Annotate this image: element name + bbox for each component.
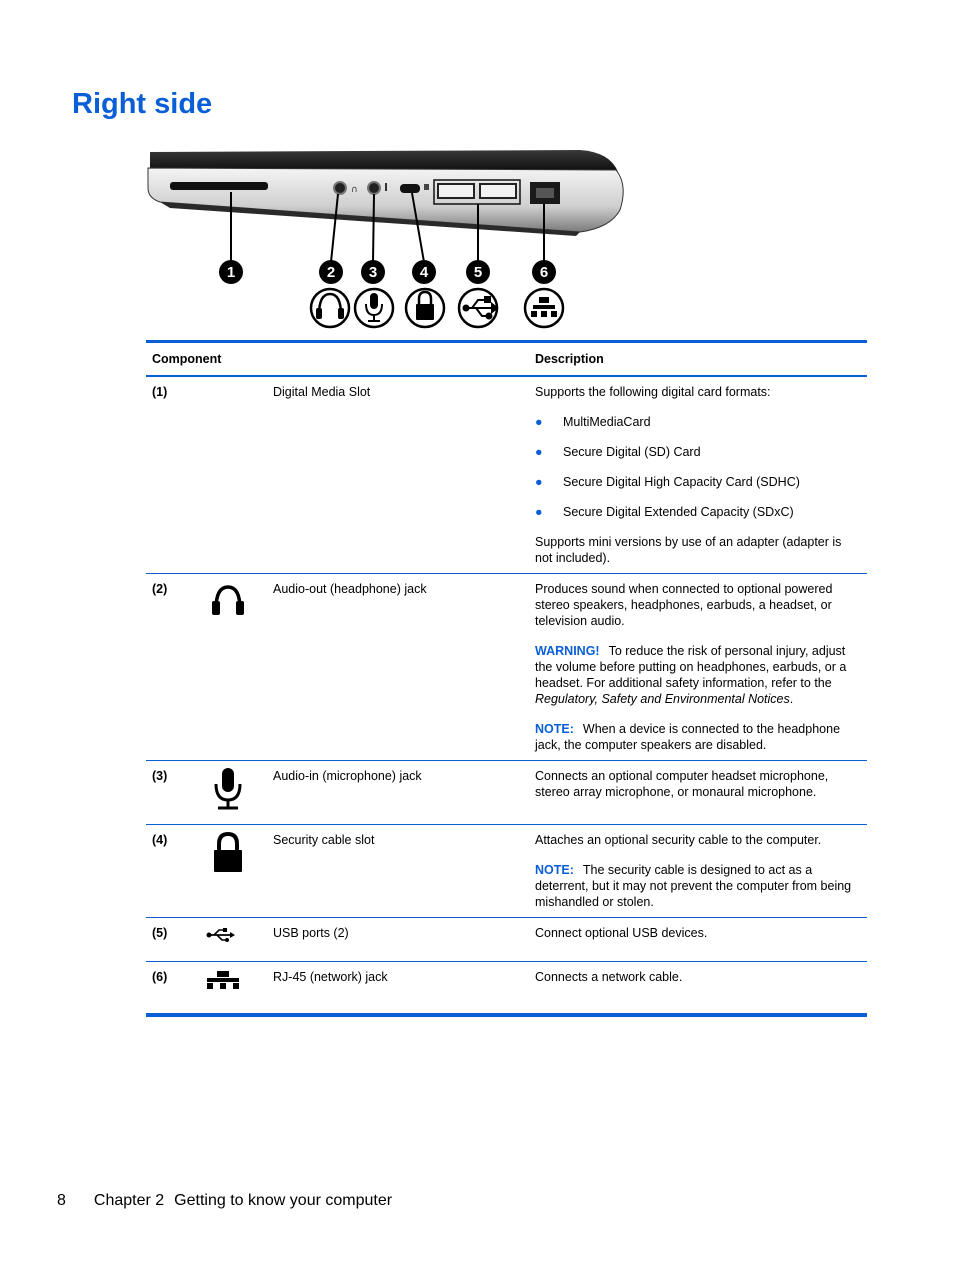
- chapter-label: Chapter 2: [93, 1192, 165, 1209]
- row-icon-cell: [190, 962, 267, 1016]
- headphone-icon: [316, 294, 344, 319]
- row-number: (4): [146, 825, 190, 918]
- row-description: [529, 574, 867, 761]
- chapter-title: Getting to know your computer: [174, 1192, 393, 1209]
- microphone-icon: [208, 768, 248, 810]
- svg-text:3: 3: [368, 264, 378, 281]
- description-text: Connects an optional computer headset microphone, stereo array microphone, or monaural microphone.: [535, 769, 829, 799]
- callout-5: [466, 260, 490, 284]
- page-title: Right side: [72, 88, 213, 120]
- bullet-icon: ●: [535, 445, 543, 459]
- note-label: NOTE:: [535, 722, 574, 736]
- svg-text:1: 1: [226, 264, 236, 281]
- row-component-name: USB ports (2): [267, 918, 529, 962]
- row-component-name: Security cable slot: [267, 825, 529, 918]
- description-text: Attaches an optional security cable to the computer.: [535, 833, 822, 847]
- microphone-icon: [366, 293, 382, 321]
- svg-text:∩: ∩: [351, 185, 358, 195]
- row-component-name: Audio-in (microphone) jack: [267, 761, 529, 825]
- row-icon-cell: [190, 376, 267, 574]
- list-item: ● Secure Digital Extended Capacity (SDxC): [535, 505, 794, 519]
- note-block: NOTE: When a device is connected to the headphone jack, the computer speakers are disabled.: [535, 722, 841, 752]
- svg-text:5: 5: [473, 264, 483, 281]
- header-description: Description: [529, 342, 867, 377]
- row-number: (5): [146, 918, 190, 962]
- row-number: (6): [152, 970, 168, 984]
- warning-label: WARNING!: [535, 644, 600, 658]
- table-header-row: [146, 342, 867, 377]
- network-icon: [206, 971, 240, 989]
- row-description: [529, 376, 867, 574]
- callout-2: [319, 260, 343, 284]
- callout-4: [412, 260, 436, 284]
- svg-text:4: 4: [419, 264, 429, 281]
- row-number: (3): [146, 761, 190, 825]
- list-item: ● Secure Digital (SD) Card: [535, 445, 701, 459]
- table-row: [146, 825, 867, 918]
- row-component-name: Digital Media Slot: [267, 376, 529, 574]
- card-formats-list: [535, 414, 861, 520]
- description-text: Connect optional USB devices.: [535, 926, 708, 940]
- callout-3: [361, 260, 385, 284]
- row-number: (2): [146, 574, 190, 761]
- row-description: [529, 918, 867, 962]
- header-component: Component: [146, 342, 529, 377]
- laptop-right-side-figure: [140, 140, 640, 340]
- usb-icon: [464, 297, 498, 319]
- note-block: NOTE: The security cable is designed to act as a deterrent, but it may not prevent the computer from being mishandled or stolen.: [535, 863, 852, 909]
- callout-6: [532, 260, 556, 284]
- row-description: [529, 962, 867, 1016]
- row-description: [529, 825, 867, 918]
- table-row: [146, 962, 867, 1016]
- headphone-icon: [208, 581, 248, 617]
- row-number: (1): [146, 376, 190, 574]
- page-footer: [57, 1192, 392, 1210]
- row-description: [529, 761, 867, 825]
- svg-text:6: 6: [539, 264, 549, 281]
- lock-icon: [208, 832, 248, 874]
- description-text: Supports mini versions by use of an adapter (adapter is not included).: [535, 535, 842, 565]
- list-item: ● MultiMediaCard: [535, 415, 651, 429]
- table-row: [146, 376, 867, 574]
- description-text: Produces sound when connected to optional powered stereo speakers, headphones, earbuds, a headset, or television audio.: [535, 582, 833, 628]
- description-text: Supports the following digital card formats:: [535, 385, 771, 399]
- component-table: [146, 340, 867, 1017]
- bullet-icon: ●: [535, 415, 543, 429]
- bullet-icon: ●: [535, 505, 543, 519]
- usb-icon: [206, 927, 236, 943]
- row-icon-cell: [190, 761, 267, 825]
- row-icon-cell: [190, 918, 267, 962]
- table-row: [146, 574, 867, 761]
- bullet-icon: ●: [535, 475, 543, 489]
- list-item: ● Secure Digital High Capacity Card (SDHC): [535, 475, 800, 489]
- row-icon-cell: [190, 825, 267, 918]
- table-row: [146, 761, 867, 825]
- row-component-name: Audio-out (headphone) jack: [267, 574, 529, 761]
- lock-icon: [416, 292, 434, 320]
- row-component-name: RJ-45 (network) jack: [273, 970, 388, 984]
- callout-1: [219, 260, 243, 284]
- table-row: [146, 918, 867, 962]
- page-number: 8: [57, 1192, 66, 1209]
- description-text: Connects a network cable.: [535, 970, 683, 984]
- network-icon: [531, 297, 557, 317]
- note-label: NOTE:: [535, 863, 574, 877]
- warning-block: WARNING! To reduce the risk of personal injury, adjust the volume before putting on headphones, earbuds, or a headset. For additional safety information, refer to the Regulatory, Safety and Environmental Notices.: [535, 644, 847, 706]
- row-icon-cell: [190, 574, 267, 761]
- svg-text:2: 2: [326, 264, 336, 281]
